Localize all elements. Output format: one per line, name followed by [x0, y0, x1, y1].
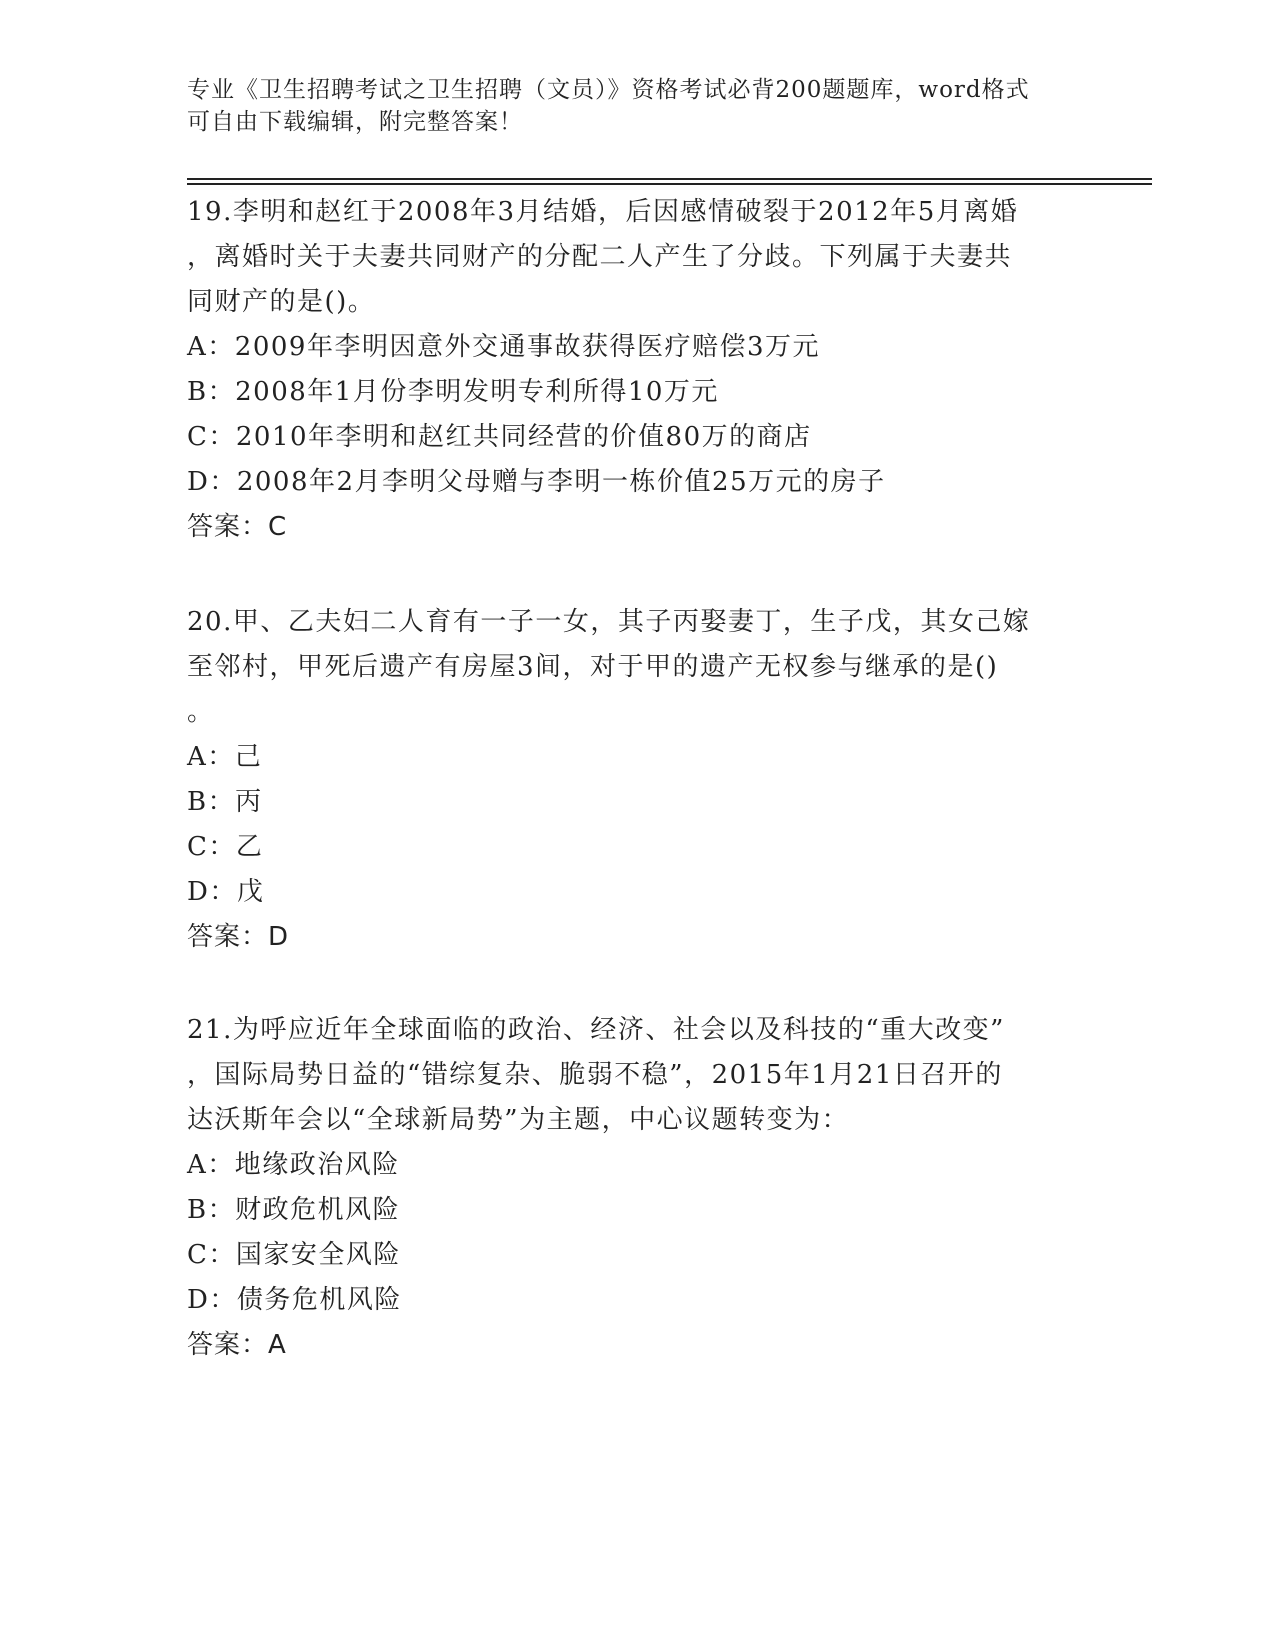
question-text-line: 达沃斯年会以“全球新局势”为主题，中心议题转变为：	[187, 1105, 850, 1135]
question-20	[187, 600, 1087, 960]
question-text-line: 。	[187, 697, 215, 727]
answer-line: 答案：D	[187, 922, 290, 952]
question-text-line: 19.李明和赵红于2008年3月结婚，后因感情破裂于2012年5月离婚	[187, 197, 1019, 227]
question-text-line: 21.为呼应近年全球面临的政治、经济、社会以及科技的“重大改变”	[187, 1015, 1005, 1045]
header-divider-top	[187, 178, 1152, 180]
question-text-line: 至邻村，甲死后遗产有房屋3间，对于甲的遗产无权参与继承的是()	[187, 652, 999, 682]
question-19	[187, 190, 1087, 550]
option-d: D：债务危机风险	[187, 1285, 402, 1315]
option-c: C：2010年李明和赵红共同经营的价值80万的商店	[187, 422, 812, 452]
option-b: B：2008年1月份李明发明专利所得10万元	[187, 377, 719, 407]
option-c: C：国家安全风险	[187, 1240, 401, 1270]
document-header	[187, 74, 1067, 138]
question-text-line: ，离婚时关于夫妻共同财产的分配二人产生了分歧。下列属于夫妻共	[187, 242, 1013, 272]
option-a: A：2009年李明因意外交通事故获得医疗赔偿3万元	[187, 332, 820, 362]
question-text-line: 20.甲、乙夫妇二人育有一子一女，其子丙娶妻丁，生子戊，其女己嫁	[187, 607, 1031, 637]
question-text-line: ，国际局势日益的“错综复杂、脆弱不稳”，2015年1月21日召开的	[187, 1060, 1003, 1090]
answer-line: 答案：C	[187, 512, 288, 542]
header-divider-bottom	[187, 183, 1152, 185]
option-d: D：戊	[187, 877, 265, 907]
question-text-line: 同财产的是()。	[187, 287, 376, 317]
option-a: A：己	[187, 742, 263, 772]
option-d: D：2008年2月李明父母赠与李明一栋价值25万元的房子	[187, 467, 886, 497]
answer-line: 答案：A	[187, 1330, 287, 1360]
question-21	[187, 1008, 1087, 1368]
option-c: C：乙	[187, 832, 264, 862]
option-a: A：地缘政治风险	[187, 1150, 400, 1180]
header-line-1: 专业《卫生招聘考试之卫生招聘（文员）》资格考试必背200题题库，word格式	[187, 77, 1030, 103]
header-line-2: 可自由下载编辑，附完整答案！	[187, 109, 523, 135]
option-b: B：财政危机风险	[187, 1195, 401, 1225]
option-b: B：丙	[187, 787, 263, 817]
